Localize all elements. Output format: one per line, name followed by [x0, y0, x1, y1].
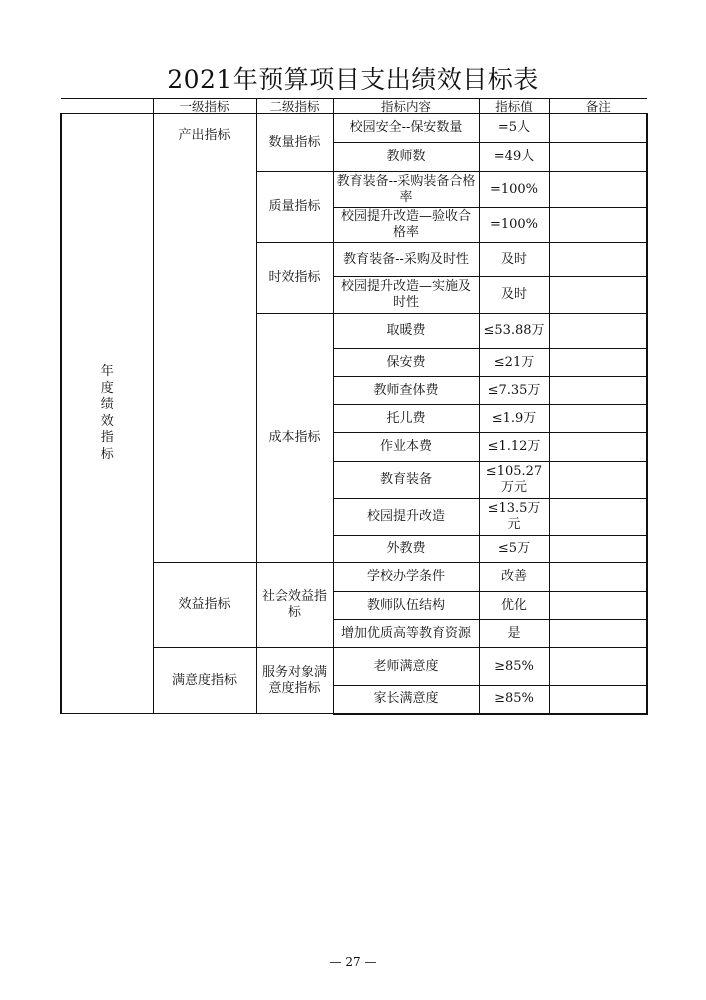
indicator-content: 教师查体费	[333, 377, 479, 405]
indicator-content: 校园提升改造—验收合格率	[333, 208, 479, 243]
indicator-content: 增加优质高等教育资源	[333, 620, 479, 648]
annual-indicator-label: 年度绩效指标	[61, 114, 153, 714]
indicator-value: =100%	[479, 172, 549, 208]
indicator-note	[549, 208, 647, 243]
level2-social: 社会效益指标	[256, 563, 333, 648]
table-row	[61, 114, 647, 143]
level1-benefit: 效益指标	[153, 563, 256, 648]
level2-service: 服务对象满意度指标	[256, 648, 333, 714]
indicator-content: 校园提升改造	[333, 499, 479, 536]
indicator-value: 优化	[479, 592, 549, 620]
level1-output: 产出指标	[153, 114, 256, 563]
indicator-note	[549, 243, 647, 277]
indicator-content: 教育装备	[333, 462, 479, 499]
indicator-content: 外教费	[333, 536, 479, 563]
indicator-content: 教师数	[333, 143, 479, 172]
indicator-note	[549, 114, 647, 143]
indicator-content: 教育装备--采购装备合格率	[333, 172, 479, 208]
page-number: — 27 —	[329, 955, 377, 969]
indicator-note	[549, 686, 647, 714]
indicator-note	[549, 377, 647, 405]
header-level2: 二级指标	[256, 99, 333, 114]
indicator-value: 及时	[479, 243, 549, 277]
indicator-value: ≤53.88万	[479, 314, 549, 349]
indicator-value: =100%	[479, 208, 549, 243]
indicator-value: =5人	[479, 114, 549, 143]
indicator-value: 是	[479, 620, 549, 648]
indicator-content: 取暖费	[333, 314, 479, 349]
header-level1: 一级指标	[153, 99, 256, 114]
indicator-content: 学校办学条件	[333, 563, 479, 592]
level2-quantity: 数量指标	[256, 114, 333, 172]
indicator-note	[549, 143, 647, 172]
indicator-content: 校园安全--保安数量	[333, 114, 479, 143]
header-note: 备注	[549, 99, 647, 114]
indicator-note	[549, 433, 647, 462]
indicator-note	[549, 592, 647, 620]
performance-target-table	[60, 98, 648, 715]
indicator-value: ≤1.12万	[479, 433, 549, 462]
indicator-content: 家长满意度	[333, 686, 479, 714]
level2-timeliness: 时效指标	[256, 243, 333, 314]
indicator-content: 校园提升改造—实施及时性	[333, 277, 479, 314]
indicator-value: ≥85%	[479, 686, 549, 714]
header-content: 指标内容	[333, 99, 479, 114]
indicator-value: ≤7.35万	[479, 377, 549, 405]
indicator-content: 保安费	[333, 349, 479, 377]
indicator-value: ≤13.5万元	[479, 499, 549, 536]
indicator-note	[549, 277, 647, 314]
indicator-value: 及时	[479, 277, 549, 314]
indicator-content: 托儿费	[333, 405, 479, 433]
indicator-note	[549, 499, 647, 536]
indicator-value: =49人	[479, 143, 549, 172]
indicator-value: ≤105.27万元	[479, 462, 549, 499]
indicator-note	[549, 314, 647, 349]
document-title: 2021年预算项目支出绩效目标表	[167, 65, 539, 94]
indicator-value: ≤21万	[479, 349, 549, 377]
indicator-note	[549, 172, 647, 208]
level1-satisfaction: 满意度指标	[153, 648, 256, 714]
indicator-content: 作业本费	[333, 433, 479, 462]
indicator-value: ≤1.9万	[479, 405, 549, 433]
indicator-content: 教师队伍结构	[333, 592, 479, 620]
level2-quality: 质量指标	[256, 172, 333, 243]
indicator-note	[549, 648, 647, 686]
level2-cost: 成本指标	[256, 314, 333, 563]
indicator-note	[549, 462, 647, 499]
indicator-value: ≤5万	[479, 536, 549, 563]
table-header-row	[61, 99, 647, 114]
indicator-value: ≥85%	[479, 648, 549, 686]
indicator-note	[549, 620, 647, 648]
indicator-value: 改善	[479, 563, 549, 592]
indicator-content: 教育装备--采购及时性	[333, 243, 479, 277]
indicator-note	[549, 536, 647, 563]
indicator-note	[549, 563, 647, 592]
header-blank	[61, 99, 153, 114]
header-value: 指标值	[479, 99, 549, 114]
indicator-note	[549, 405, 647, 433]
indicator-content: 老师满意度	[333, 648, 479, 686]
indicator-note	[549, 349, 647, 377]
